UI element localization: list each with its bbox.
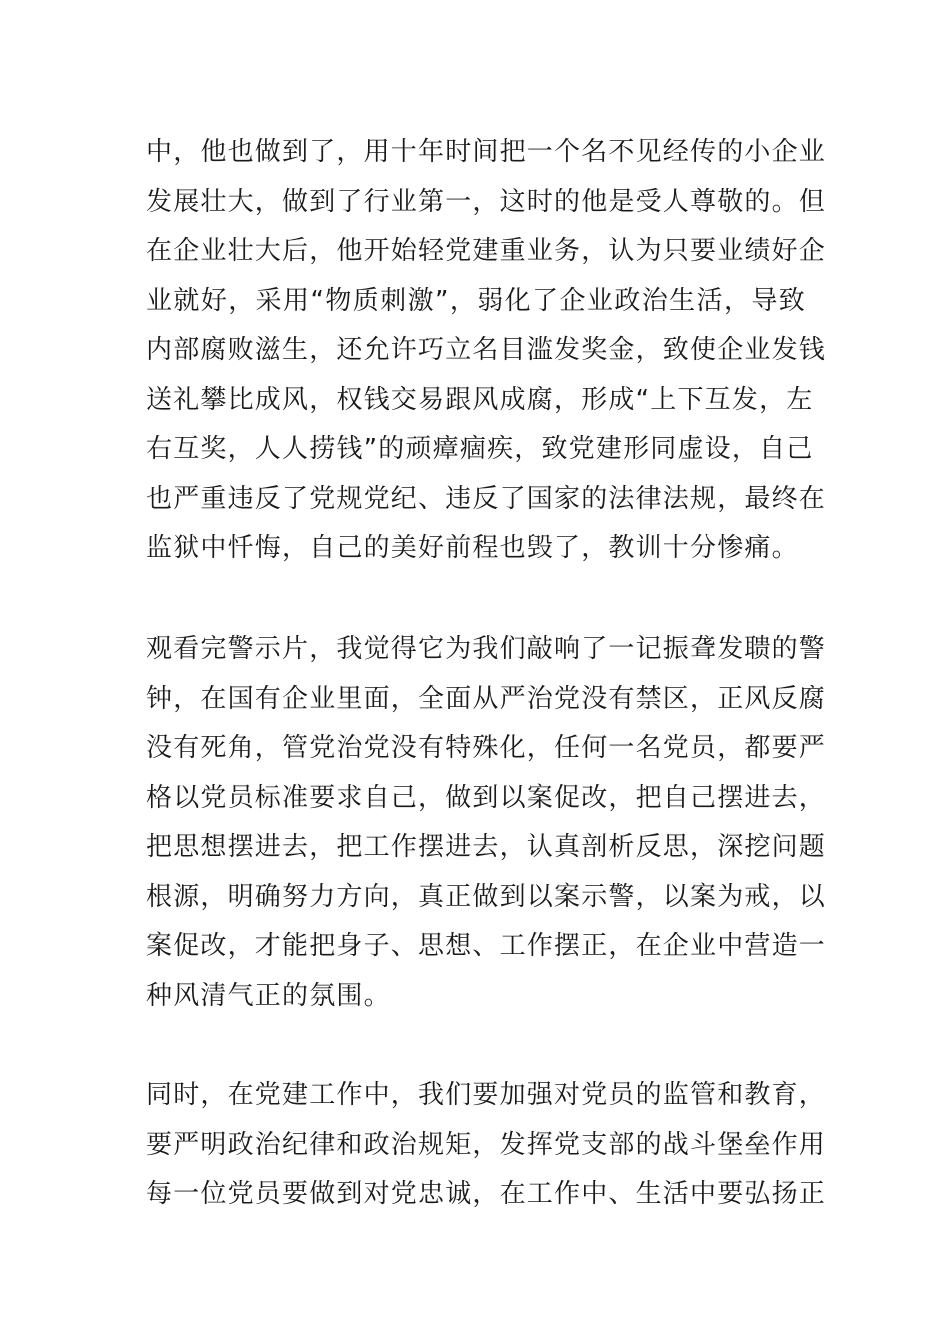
- text-line: 同时，在党建工作中，我们要加强对党员的监管和教育，: [146, 1080, 827, 1110]
- paragraph-2: [146, 625, 827, 1021]
- paragraph-1: [146, 128, 827, 574]
- text-line: 钟，在国有企业里面，全面从严治党没有禁区，正风反腐: [146, 683, 827, 714]
- text-line: 发展壮大，做到了行业第一，这时的他是受人尊敬的。但: [146, 186, 827, 217]
- text-line: 送礼攀比成风，权钱交易跟风成腐，形成“上下互发，左: [146, 384, 814, 415]
- text-line: 监狱中忏悔，自己的美好前程也毁了，教训十分惨痛。: [146, 533, 799, 563]
- text-line: 每一位党员要做到对党忠诚，在工作中、生活中要弘扬正: [146, 1179, 827, 1209]
- text-line: 观看完警示片，我觉得它为我们敲响了一记振聋发聩的警: [146, 634, 827, 664]
- text-line: 内部腐败滋生，还允许巧立名目滥发奖金，致使企业发钱: [146, 335, 827, 365]
- text-line: 案促改，才能把身子、思想、工作摆正，在企业中营造一: [146, 931, 827, 961]
- text-line: 也严重违反了党规党纪、违反了国家的法律法规，最终在: [146, 483, 827, 514]
- text-line: 把思想摆进去，把工作摆进去，认真剖析反思，深挖问题: [146, 832, 827, 862]
- text-line: 根源，明确努力方向，真正做到以案示警，以案为戒，以: [146, 881, 827, 912]
- text-line: 种风清气正的氛围。: [146, 980, 391, 1011]
- text-line: 在企业壮大后，他开始轻党建重业务，认为只要业绩好企: [146, 236, 827, 266]
- text-line: 业就好，采用“物质刺激”，弱化了企业政治生活，导致: [146, 285, 806, 316]
- text-line: 要严明政治纪律和政治规矩，发挥党支部的战斗堡垒作用: [146, 1129, 827, 1160]
- text-line: 没有死角，管党治党没有特殊化，任何一名党员，都要严: [146, 733, 827, 763]
- paragraph-3: [146, 1071, 827, 1220]
- text-line: 格以党员标准要求自己，做到以案促改，把自己摆进去，: [146, 782, 827, 813]
- text-line: 右互奖，人人捞钱”的顽瘴痼疾，致党建形同虚设，自己: [146, 434, 814, 464]
- text-line: 中，他也做到了，用十年时间把一个名不见经传的小企业: [146, 137, 827, 167]
